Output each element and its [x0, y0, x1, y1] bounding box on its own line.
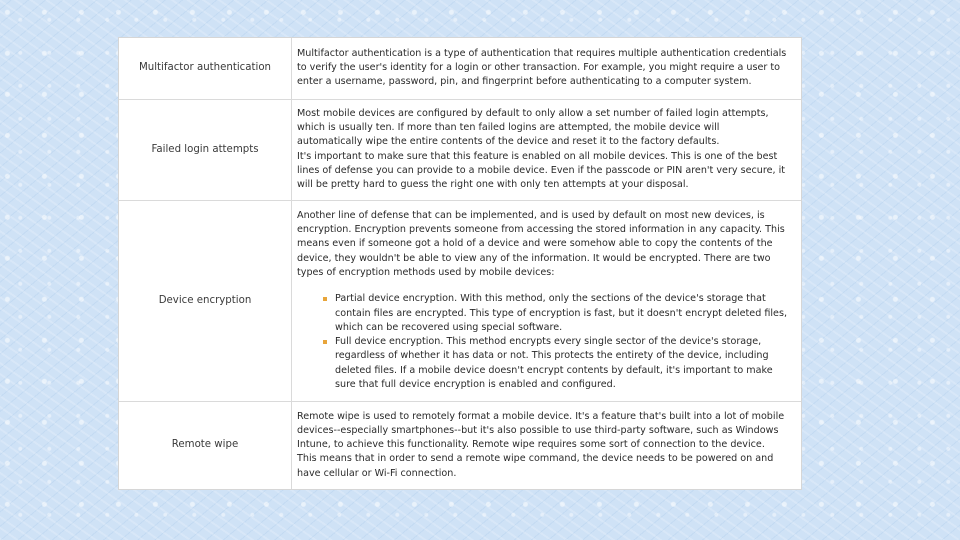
definition-paragraph: Multifactor authentication is a type of authentication that requires multiple authentication credentials to verify the user's identity for a login or other transaction. For example, you might require a user to enter a username, password, pin, and fingerprint before authenticating to a computer system.: [297, 47, 787, 88]
definition-cell: [292, 401, 802, 489]
table-row: [119, 200, 801, 401]
definition-cell: [292, 38, 802, 99]
definition-paragraph: Another line of defense that can be implemented, and is used by default on most new devices, is encryption. Encryption prevents someone from accessing the stored information in any capacity. This means even if someone got a hold of a device and were somehow able to copy the contents of the device, they wouldn't be able to view any of the information. It would be encrypted. There are two types of encryption methods used by mobile devices:: [297, 209, 785, 278]
term-cell: Remote wipe: [119, 401, 292, 489]
term-cell: Device encryption: [119, 200, 292, 401]
definitions-sheet: [118, 37, 802, 490]
list-item: Partial device encryption. With this method, only the sections of the device's storage that contain files are encrypted. This type of encryption is fast, but it doesn't encrypt deleted files, which can be recovered using special software.: [335, 292, 787, 335]
definition-paragraph: It's important to make sure that this feature is enabled on all mobile devices. This is one of the best lines of defense you can provide to a mobile device. Even if the passcode or PIN aren't very secure, it will be pretty hard to guess the right one with only ten attempts at your disposal.: [297, 150, 786, 191]
term-cell: Failed login attempts: [119, 99, 292, 200]
table-row: [119, 99, 801, 200]
table-row: [119, 401, 801, 489]
bullet-list: [297, 292, 787, 392]
definition-paragraph: Most mobile devices are configured by default to only allow a set number of failed login attempts, which is usually ten. If more than ten failed logins are attempted, the mobile device will automatically wipe the entire contents of the device and reset it to the factory defaults.: [297, 107, 769, 148]
definition-cell: [292, 99, 802, 200]
definition-paragraph: Remote wipe is used to remotely format a mobile device. It's a feature that's built into a lot of mobile devices--especially smartphones--but it's also possible to use third-party software, such as Windows Intune, to achieve this functionality. Remote wipe requires some sort of connection to the device. This means that in order to send a remote wipe command, the device needs to be powered on and have cellular or Wi-Fi connection.: [297, 410, 785, 479]
definitions-table: [119, 38, 801, 489]
definition-cell: [292, 200, 802, 401]
term-cell: Multifactor authentication: [119, 38, 292, 99]
list-item: Full device encryption. This method encrypts every single sector of the device's storage, regardless of whether it has data or not. This protects the entirety of the device, including deleted files. If a mobile device doesn't encrypt contents by default, it's important to make sure that full device encryption is enabled and configured.: [335, 335, 787, 392]
table-row: [119, 38, 801, 99]
